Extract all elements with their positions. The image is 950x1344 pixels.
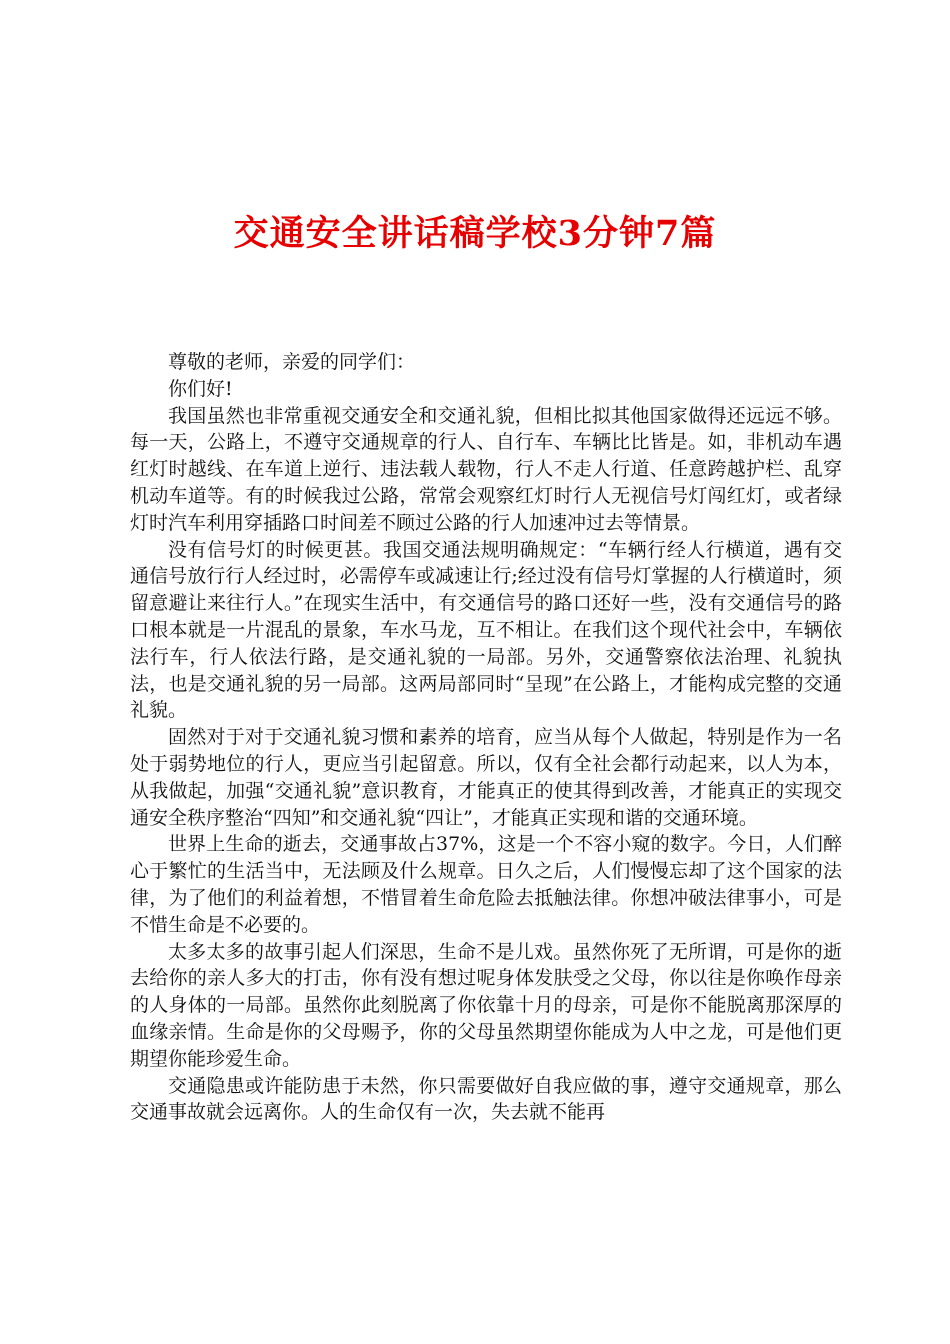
salutation: 尊敬的老师，亲爱的同学们： xyxy=(168,351,416,373)
body-paragraph: 世界上生命的逝去，交通事故占37%，这是一个不容小窥的数字。今日，人们醉心于繁忙的生活当中，无法顾及什么规章。日久之后，人们慢慢忘却了这个国家的法律，为了他们的利益着想，不惜冒着生命危险去抵触法律。你想冲破法律事小，可是不惜生命是不必要的。 xyxy=(130,833,842,936)
body-paragraph: 我国虽然也非常重视交通安全和交通礼貌，但相比拟其他国家做得还远远不够。每一天，公路上，不遵守交通规章的行人、自行车、车辆比比皆是。如，非机动车遇红灯时越线、在车道上逆行、违法载人载物，行人不走人行道、任意跨越护栏、乱穿机动车道等。有的时候我过公路，常常会观察红灯时行人无视信号灯闯红灯，或者绿灯时汽车利用穿插路口时间差不顾过公路的行人加速冲过去等情景。 xyxy=(130,404,842,534)
body-paragraph: 太多太多的故事引起人们深思，生命不是儿戏。虽然你死了无所谓，可是你的逝去给你的亲人多大的打击，你有没有想过呢身体发肤受之父母，你以往是你唤作母亲的人身体的一局部。虽然你此刻脱离了你依靠十月的母亲，可是你不能脱离那深厚的血缘亲情。生命是你的父母赐予，你的父母虽然期望你能成为人中之龙，可是他们更期望你能珍爱生命。 xyxy=(130,940,842,1070)
body-paragraph: 交通隐患或许能防患于未然，你只需要做好自我应做的事，遵守交通规章，那么交通事故就会远离你。人的生命仅有一次，失去就不能再 xyxy=(130,1074,842,1124)
document-title: 交通安全讲话稿学校3分钟7篇 xyxy=(233,213,717,254)
body-paragraph: 固然对于对于交通礼貌习惯和素养的培育，应当从每个人做起，特别是作为一名处于弱势地位的行人，更应当引起留意。所以，仅有全社会都行动起来，以人为本，从我做起，加强“交通礼貌”意识教育，才能真正的使其得到改善，才能真正的实现交通安全秩序整治“四知”和交通礼貌“四让”，才能真正实现和谐的交通环境。 xyxy=(130,726,842,829)
body-paragraph: 没有信号灯的时候更甚。我国交通法规明确规定：“车辆行经人行横道，遇有交通信号放行行人经过时，必需停车或减速让行;经过没有信号灯掌握的人行横道时，须留意避让来往行人。”在现实生活中，有交通信号的路口还好一些，没有交通信号的路口根本就是一片混乱的景象，车水马龙，互不相让。在我们这个现代社会中，车辆依法行车，行人依法行路，是交通礼貌的一局部。另外，交通警察依法治理、礼貌执法，也是交通礼貌的另一局部。这两局部同时“呈现”在公路上，才能构成完整的交通礼貌。 xyxy=(130,538,842,722)
greeting: 你们好! xyxy=(168,377,233,400)
document-body xyxy=(130,349,842,1126)
